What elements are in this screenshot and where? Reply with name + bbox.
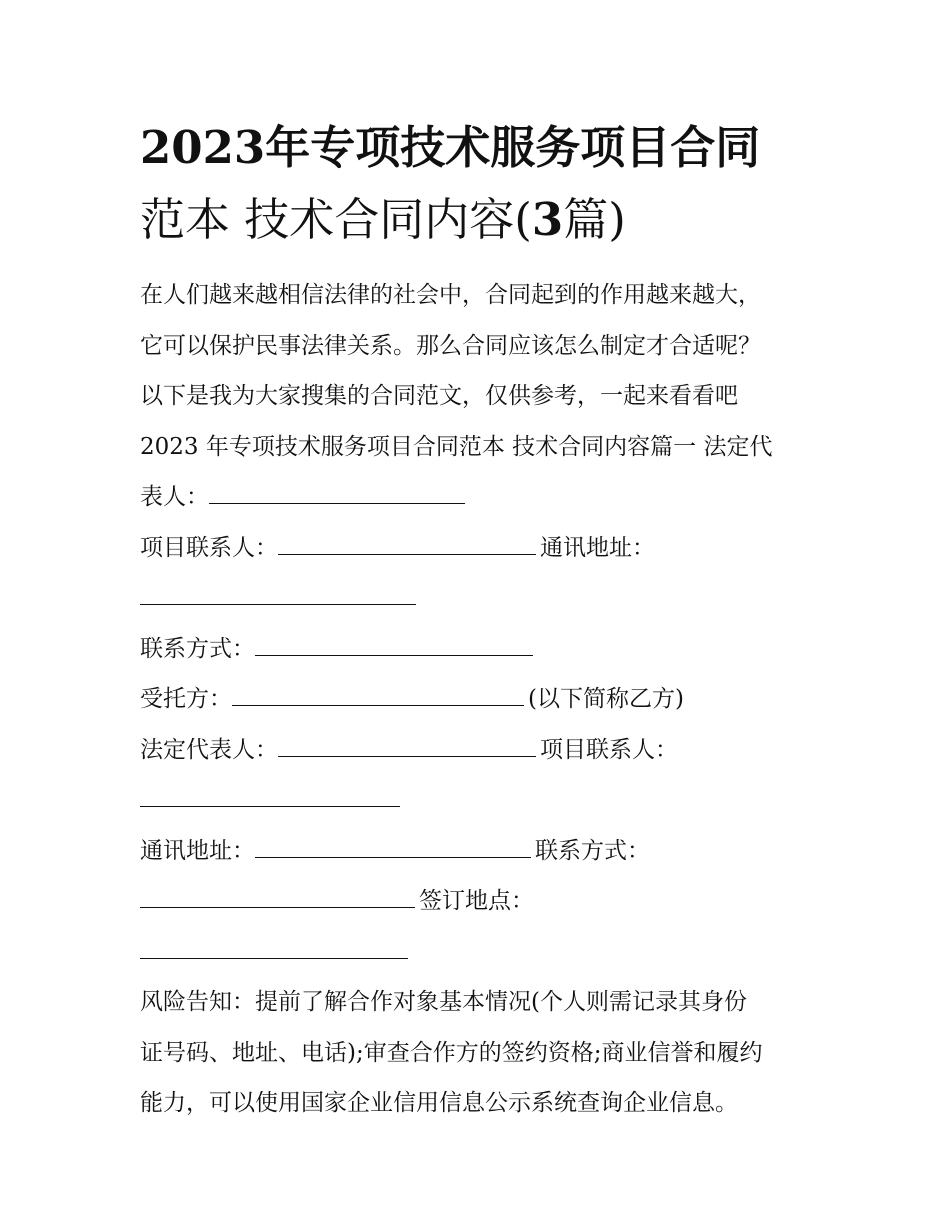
contact-method-label-2: 联系方式：	[535, 837, 650, 864]
sign-place-blank-row	[140, 927, 812, 978]
intro-line-1: 在人们越来越相信法律的社会中，合同起到的作用越来越大，	[140, 282, 761, 308]
document-body	[140, 270, 812, 1129]
contact-method-label: 联系方式：	[140, 635, 255, 662]
risk-line-1: 风险告知：提前了解合作对象基本情况(个人则需记录其身份	[140, 989, 747, 1015]
legal-rep-label: 表人：	[140, 484, 209, 510]
trustee-row	[140, 674, 812, 725]
title-line-2-text-b: 篇)	[563, 193, 626, 246]
legal-rep-full-row	[140, 725, 812, 776]
legal-rep-blank	[209, 481, 465, 504]
title-line-1-text: 年专项技术服务项目合同	[265, 121, 761, 174]
risk-line-2: 证号码、地址、电话);审查合作方的签约资格;商业信誉和履约	[140, 1039, 763, 1066]
address-label: 通讯地址：	[540, 534, 655, 561]
project-contact-blank-2	[140, 784, 400, 807]
project-contact-label-2: 项目联系人：	[540, 736, 678, 763]
intro-line-4: 2023 年专项技术服务项目合同范本 技术合同内容篇一 法定代	[140, 433, 773, 460]
title-line-2-text-a: 范本 技术合同内容(	[140, 193, 532, 246]
contact-method-blank-2	[140, 885, 415, 908]
address-blank-row	[140, 573, 812, 624]
project-contact-blank	[278, 532, 536, 555]
legal-rep-full-blank	[278, 734, 536, 757]
address-row-2	[140, 826, 812, 877]
title-year: 2023	[140, 121, 266, 174]
document-title	[140, 112, 812, 256]
project-contact-blank-row-2	[140, 775, 812, 826]
contact-method-blank	[255, 633, 533, 656]
intro-line-2: 它可以保护民事法律关系。那么合同应该怎么制定才合适呢？	[140, 332, 761, 359]
trustee-label: 受托方：	[140, 686, 232, 712]
address-blank	[140, 582, 416, 605]
trustee-blank	[232, 683, 524, 706]
address-label-2: 通讯地址：	[140, 837, 255, 864]
intro-line-3: 以下是我为大家搜集的合同范文，仅供参考，一起来看看吧	[140, 383, 738, 409]
address-blank-2	[255, 835, 531, 858]
sign-place-label: 签订地点：	[419, 888, 534, 914]
project-contact-label: 项目联系人：	[140, 534, 278, 561]
trustee-suffix: (以下简称乙方)	[528, 686, 684, 712]
legal-rep-full-label: 法定代表人：	[140, 736, 278, 763]
sign-place-blank	[140, 936, 408, 959]
title-count: 3	[531, 193, 564, 246]
risk-line-3: 能力，可以使用国家企业信用信息公示系统查询企业信息。	[140, 1090, 738, 1116]
legal-rep-row	[140, 472, 812, 523]
title-line-2	[140, 184, 812, 256]
title-line-1	[140, 112, 812, 184]
document-page	[140, 112, 812, 1129]
project-contact-row	[140, 523, 812, 574]
contact-method-blank-row-2	[140, 876, 812, 927]
contact-method-row	[140, 624, 812, 675]
